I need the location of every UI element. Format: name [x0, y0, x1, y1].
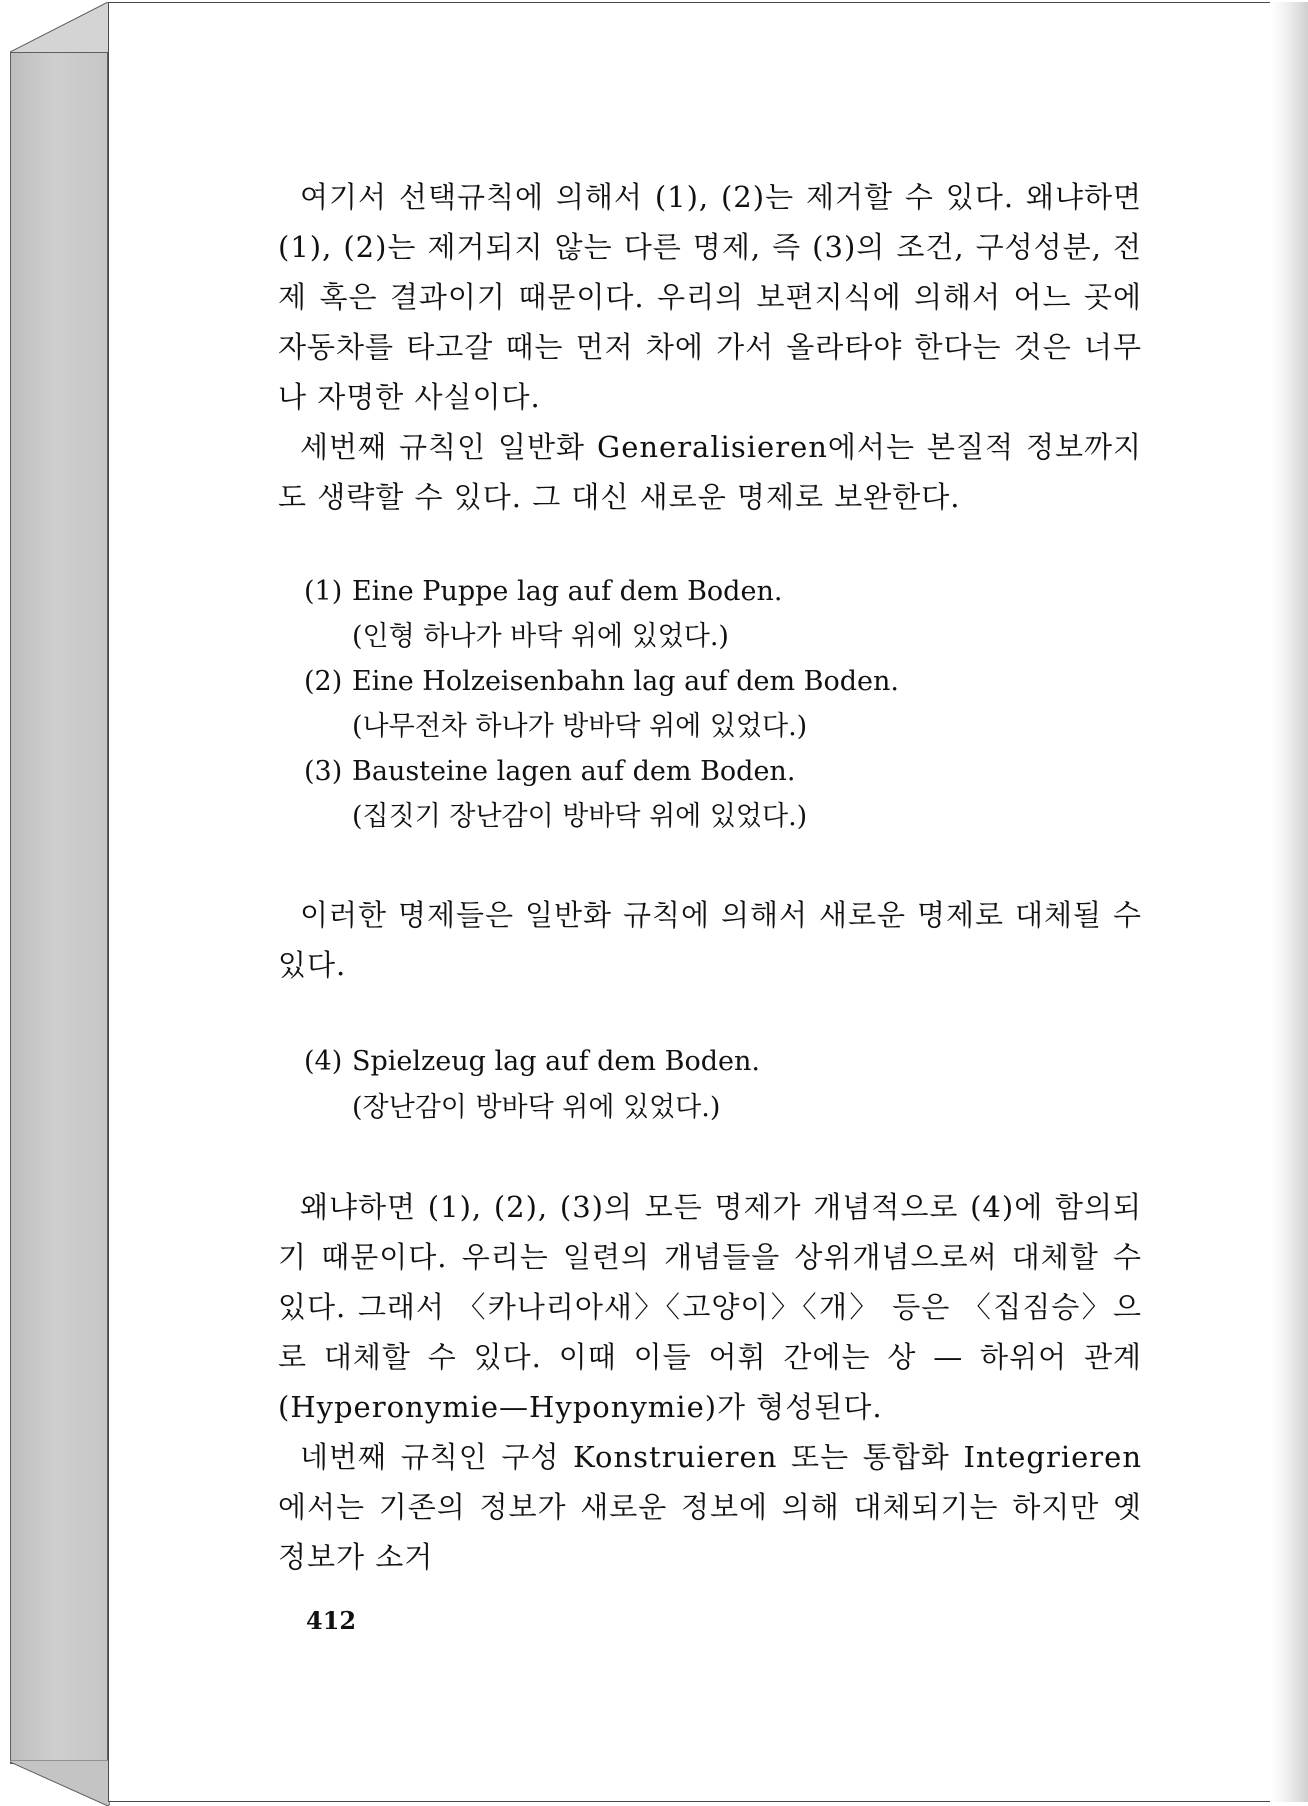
paragraph-hyperonymy: 왜냐하면 (1), (2), (3)의 모든 명제가 개념적으로 (4)에 함의되기 때문이다. 우리는 일련의 개념들을 상위개념으로써 대체할 수 있다. 그래서 〈카나리아새〉〈고양이〉〈개〉 등은 〈집짐승〉으로 대체할 수 있다. 이때 이들 어휘 간에는 상 — 하위어 관계 (Hyperonymie—Hyponymie)가 형성된다. [278, 1190, 1142, 1424]
example-number: (1) [304, 576, 343, 607]
example-3-german [304, 752, 795, 792]
example-german-text: Spielzeug lag auf dem Boden. [352, 1046, 760, 1077]
example-4-german [304, 1042, 760, 1082]
paragraph-generalization-rule: 세번째 규칙인 일반화 Generalisieren에서는 본질적 정보까지도 생략할 수 있다. 그 대신 새로운 명제로 보완한다. [278, 430, 1142, 514]
book-spine [10, 52, 108, 1764]
example-number: (2) [304, 666, 343, 697]
example-number: (4) [304, 1046, 343, 1077]
example-german-text: Bausteine lagen auf dem Boden. [352, 756, 796, 787]
example-german-text: Eine Holzeisenbahn lag auf dem Boden. [352, 666, 899, 697]
body-text-top [278, 172, 1142, 522]
page-edge-shadow [1270, 2, 1308, 1802]
spine-bottom-bevel [10, 1760, 110, 1806]
example-1-german [304, 572, 782, 612]
page-number: 412 [306, 1606, 357, 1635]
body-text-middle [278, 890, 1142, 990]
paragraph-construction-rule: 네번째 규칙인 구성 Konstruieren 또는 통합화 Integrieren 에서는 기존의 정보가 새로운 정보에 의해 대체되기는 하지만 옛 정보가 소거 [278, 1440, 1142, 1574]
example-2-german [304, 662, 899, 702]
example-4-korean: (장난감이 방바닥 위에 있었다.) [352, 1092, 721, 1123]
paragraph-selection-rule: 여기서 선택규칙에 의해서 (1), (2)는 제거할 수 있다. 왜냐하면 (1), (2)는 제거되지 않는 다른 명제, 즉 (3)의 조건, 구성성분, 전제 혹은 결과이기 때문이다. 우리의 보편지식에 의해서 어느 곳에 자동차를 타고갈 때는 먼저 차에 가서 올라타야 한다는 것은 너무나 자명한 사실이다. [278, 180, 1142, 414]
example-1-korean: (인형 하나가 바닥 위에 있었다.) [352, 621, 729, 652]
example-3-korean: (집짓기 장난감이 방바닥 위에 있었다.) [352, 801, 808, 832]
paragraph-replacement: 이러한 명제들은 일반화 규칙에 의해서 새로운 명제로 대체될 수 있다. [278, 898, 1142, 982]
spine-top-bevel [10, 2, 110, 54]
example-german-text: Eine Puppe lag auf dem Boden. [352, 576, 783, 607]
example-number: (3) [304, 756, 343, 787]
body-text-bottom [278, 1182, 1142, 1582]
example-2-korean: (나무전차 하나가 방바닥 위에 있었다.) [352, 711, 808, 742]
